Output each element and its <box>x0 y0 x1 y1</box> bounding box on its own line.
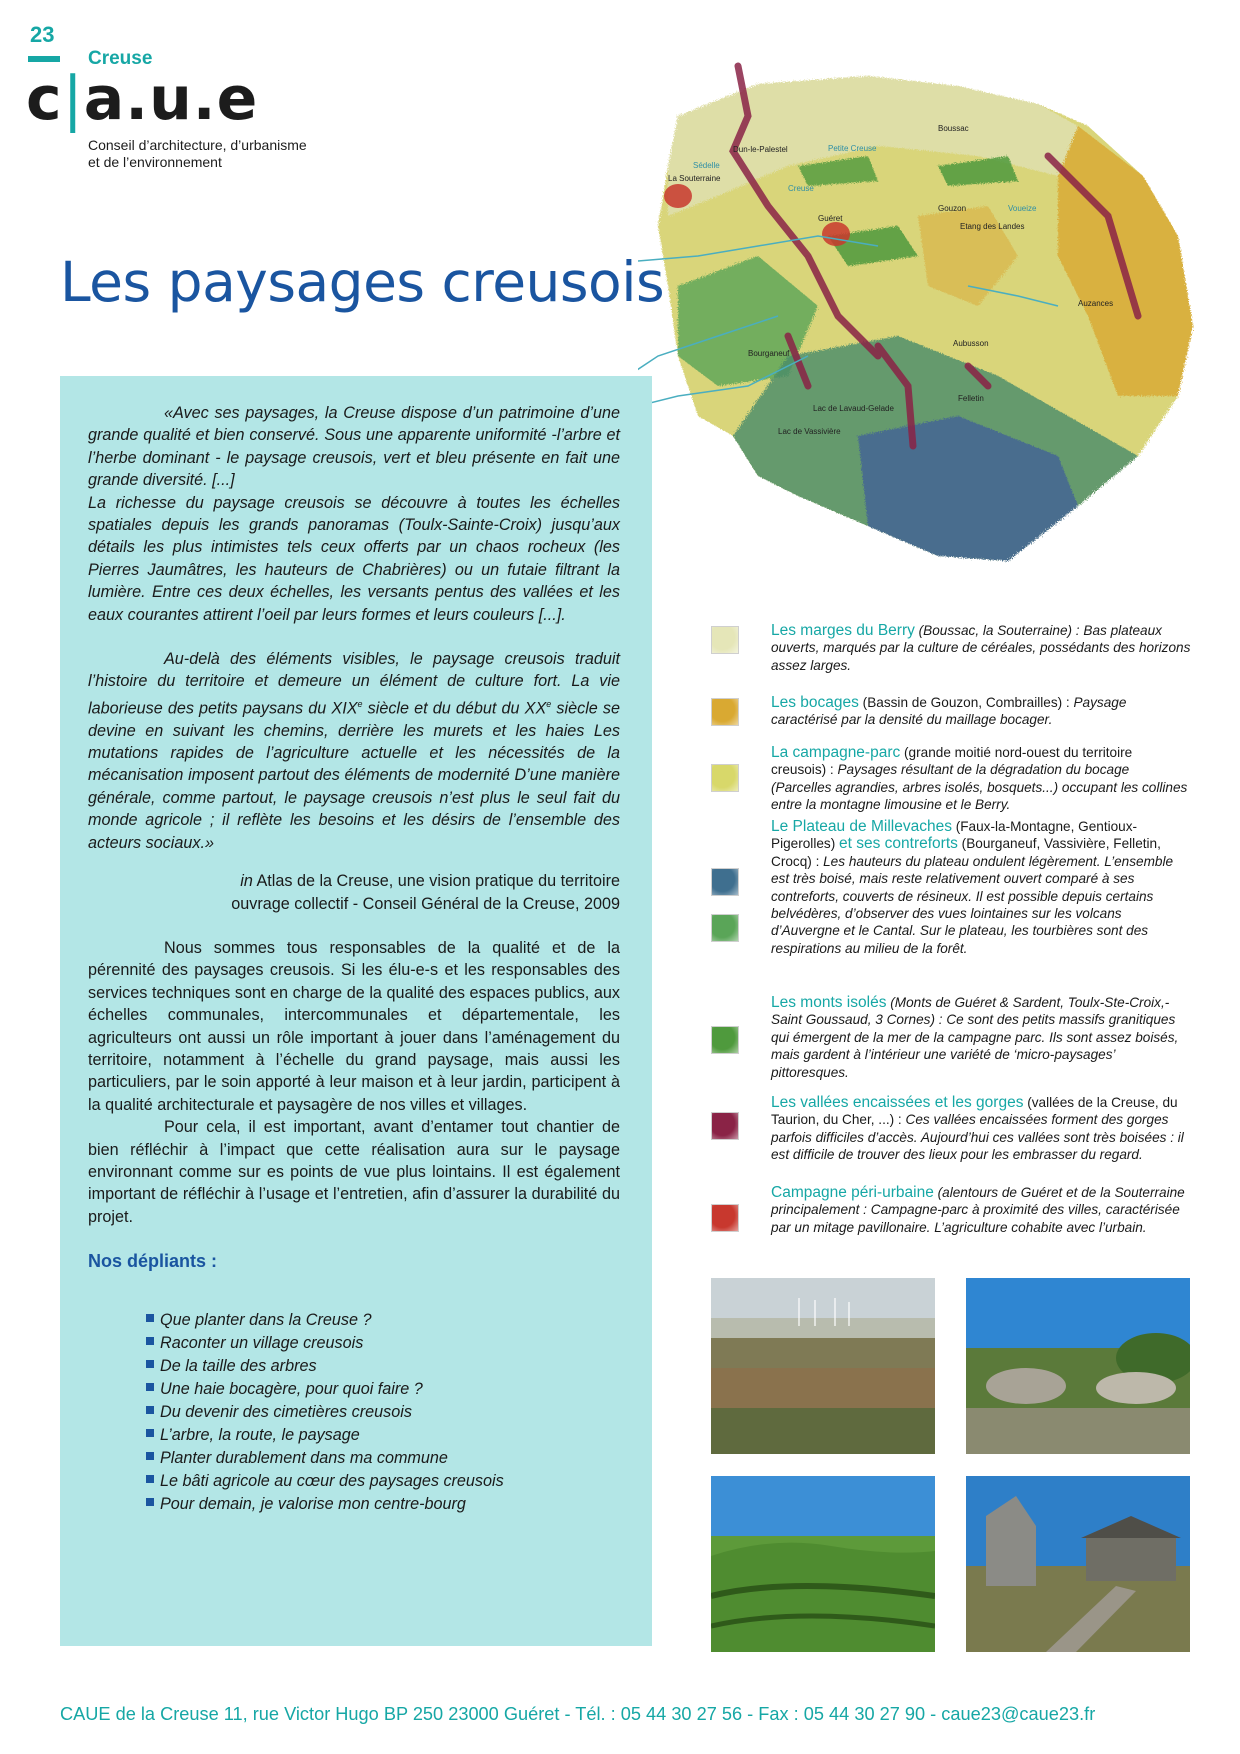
quote-paragraph <box>88 648 620 854</box>
legend-swatch-bocages <box>711 698 739 726</box>
legend-plain: (Monts de Guéret & Sardent, Toulx-Ste-Croix,-Saint Goussaud, 3 Cornes) : <box>771 995 1170 1028</box>
legend-title: Les marges du Berry <box>771 622 915 639</box>
legend-desc: Campagne-parc à proximité des villes, caractérisée par un mitage pavillonaire. L’agriculture cohabite avec l’urbain. <box>771 1202 1180 1235</box>
legend-swatch-millevaches <box>711 868 739 896</box>
legend-desc: Paysages résultant de la dégradation du bocage (Parcelles agrandies, arbres isolés, bosquets...) occupant les collines entre la montagne limousine et le Berry. <box>771 762 1188 813</box>
list-item <box>146 1447 620 1470</box>
list-item <box>146 1470 620 1493</box>
department-number: 23 <box>30 22 55 47</box>
map-label: Aubusson <box>953 339 989 348</box>
logo-separator: | <box>62 64 84 134</box>
legend-plain: (vallées de la Creuse, du Taurion, du Cher, ...) : <box>771 1095 1178 1128</box>
body-paragraph: Nous sommes tous responsables de la qualité et de la pérennité des paysages creusois. Si les élu-e-s et les responsables des services techniques sont en charge de la qualité des espaces publics, aux échelles communales, intercommunales et départementale, les agriculteurs ont aussi un rôle important à jouer dans l’aménagement du territoire, notamment à l’échelle du grand paysage, mais aussi les particuliers, par le soin apporté à leur maison et à leur jardin, participent à la qualité architecturale et paysagère de nos villes et villages. <box>88 938 620 1114</box>
map-label: Lac de Vassivière <box>778 427 841 436</box>
map-label: Creuse <box>788 184 814 193</box>
legend-swatch-monts-isoles <box>711 1026 739 1054</box>
logo-word-right: a.u.e <box>83 64 259 134</box>
map-label: Lac de Lavaud-Gelade <box>813 404 894 413</box>
legend-plain: (Boussac, la Souterraine) : <box>914 623 1084 638</box>
landscape-map <box>638 56 1198 576</box>
logo-subtitle-line1: Conseil d’architecture, d’urbanisme <box>88 137 307 153</box>
list-item <box>146 1309 620 1332</box>
logo-region: Creuse <box>88 48 153 69</box>
legend-item-peri-urbaine <box>771 1184 1191 1236</box>
map-label: Etang des Landes <box>960 222 1025 231</box>
list-item-label: Planter durablement dans ma commune <box>160 1448 448 1467</box>
bullet-icon <box>146 1406 154 1414</box>
depliants-list <box>146 1309 620 1516</box>
map-label: Gouzon <box>938 204 967 213</box>
bullet-icon <box>146 1383 154 1391</box>
bullet-icon <box>146 1314 154 1322</box>
footer-contact: CAUE de la Creuse 11, rue Victor Hugo BP 250 23000 Guéret - Tél. : 05 44 30 27 56 - Fax : 05 44 30 27 90 - caue23@caue23.fr <box>60 1704 1096 1724</box>
legend-plain: (alentours de Guéret et de la Souterraine principalement : <box>771 1185 1185 1218</box>
legend-title: La campagne-parc <box>771 744 901 761</box>
legend-plain: (Faux-la-Montagne, Gentioux-Pigerolles) <box>771 819 1138 852</box>
map-label: Auzances <box>1078 299 1114 308</box>
bullet-icon <box>146 1498 154 1506</box>
map-label: Sédelle <box>693 161 720 170</box>
legend-title: Campagne péri-urbaine <box>771 1184 934 1201</box>
superscript: e <box>546 698 552 709</box>
legend-desc: Ce sont des petits massifs granitiques qui émergent de la mer de la campagne parc. Ils sont assez boisés, mais gardent à l’intérieur une variété de ‘micro-paysages’ pittoresques. <box>771 1012 1179 1080</box>
legend-title: Les vallées encaissées et les gorges <box>771 1094 1024 1111</box>
list-item <box>146 1355 620 1378</box>
logo-subtitle <box>88 137 307 171</box>
map-label: Dun-le-Palestel <box>733 145 788 154</box>
bullet-icon <box>146 1452 154 1460</box>
bullet-icon <box>146 1429 154 1437</box>
photo-rocks <box>966 1278 1190 1454</box>
list-item-label: L’arbre, la route, le paysage <box>160 1425 360 1444</box>
list-item <box>146 1378 620 1401</box>
photo-panorama <box>711 1278 935 1454</box>
citation-line1: Atlas de la Creuse, une vision pratique du territoire <box>252 872 620 891</box>
quote-text: siècle et du début du XX <box>362 699 547 718</box>
bullet-icon <box>146 1360 154 1368</box>
legend-title: et ses contreforts <box>839 835 958 853</box>
map-label: Guéret <box>818 214 843 223</box>
page-title: Les paysages creusois <box>60 250 665 314</box>
list-item <box>146 1332 620 1355</box>
list-item <box>146 1424 620 1447</box>
legend-item-monts-isoles <box>771 994 1191 1081</box>
quote-paragraph: La richesse du paysage creusois se découvre à toutes les échelles spatiales depuis les grands panoramas (Toulx-Sainte-Croix) jusqu’aux détails les plus intimistes tels ceux offerts par un chaos rocheux (les Pierres Jaumâtres, les hauteurs de Chabrières) ou un futaie filtrant la lumière. Entre ces deux échelles, les versants pentus des vallées et les eaux courantes attirent l’oeil par leurs formes et leurs couleurs [...]. <box>88 493 620 624</box>
logo-word-left: c <box>26 64 63 134</box>
list-item-label: Raconter un village creusois <box>160 1333 364 1352</box>
citation <box>88 870 620 915</box>
legend-desc: Bas plateaux ouverts, marqués par la culture de céréales, possédants des horizons assez larges. <box>771 623 1191 673</box>
logo-subtitle-line2: et de l’environnement <box>88 154 222 170</box>
quote-text: siècle se devine en suivant les chemins, derrière les murets et les haies Les mutations rapides de l’agriculture actuelle et les nécessités de la mécanisation imposent partout des éléments de modernité D’une manière générale, comme partout, le paysage creusois n’est plus le seul fait du monde agricole ; il reflète les besoins et les désirs de l’ensemble des acteurs sociaux.» <box>88 699 621 852</box>
citation-line2: ouvrage collectif - Conseil Général de la Creuse, 2009 <box>231 894 620 913</box>
legend-plain: (Bourganeuf, Vassivière, Felletin, Crocq) : <box>771 836 1161 869</box>
legend-plain: (Bassin de Gouzon, Combrailles) : <box>858 695 1074 710</box>
map-label: La Souterraine <box>668 174 721 183</box>
legend-title: Le Plateau de Millevaches <box>771 818 952 835</box>
map-label: Felletin <box>958 394 984 403</box>
photo-hedges <box>711 1476 935 1652</box>
legend-item-berry <box>771 622 1191 674</box>
legend-desc: Paysage caractérisé par la densité du maillage bocager. <box>771 695 1127 728</box>
logo-caue <box>26 66 258 132</box>
list-item-label: De la taille des arbres <box>160 1356 317 1375</box>
list-item <box>146 1493 620 1516</box>
quote-paragraph: «Avec ses paysages, la Creuse dispose d’un patrimoine d’une grande qualité et bien conservé. Sous une apparente uniformité -l’arbre et l’herbe dominant - le paysage creusois, vert et bleu présente en fait une grande diversité. [...] <box>88 404 620 490</box>
citation-in: in <box>240 872 253 891</box>
map-label: Bourganeuf <box>748 349 790 358</box>
legend-desc: Ces vallées encaissées forment des gorges parfois difficiles d’accès. Aujourd’hui ces vallées sont très boisées : il est difficile de trouver des lieux pour les embrasser du regard. <box>771 1112 1184 1163</box>
list-item-label: Pour demain, je valorise mon centre-bourg <box>160 1494 466 1513</box>
map-label: Petite Creuse <box>828 144 877 153</box>
legend-item-vallees <box>771 1094 1191 1164</box>
legend-swatch-peri-urbaine <box>711 1204 739 1232</box>
list-item-label: Le bâti agricole au cœur des paysages creusois <box>160 1471 504 1490</box>
legend-item-millevaches <box>771 818 1191 957</box>
legend-title: Les bocages <box>771 694 859 711</box>
legend-plain: (grande moitié nord-ouest du territoire creusois) : <box>771 745 1133 778</box>
list-item-label: Une haie bocagère, pour quoi faire ? <box>160 1379 423 1398</box>
body-paragraph: Pour cela, il est important, avant d’entamer tout chantier de bien réfléchir à l’impact que cette réalisation aura sur le paysage environnant comme sur es points de vue plus lointains. Il est également important de réfléchir à l’usage et l’entretien, afin d’assurer la durabilité du projet. <box>88 1118 620 1226</box>
legend-swatch-campagne-parc <box>711 764 739 792</box>
map-label: Boussac <box>938 124 969 133</box>
bullet-icon <box>146 1475 154 1483</box>
legend-swatch-berry <box>711 626 739 654</box>
list-item-label: Du devenir des cimetières creusois <box>160 1402 412 1421</box>
depliants-title: Nos dépliants : <box>88 1251 218 1272</box>
map-label: Voueize <box>1008 204 1037 213</box>
list-item-label: Que planter dans la Creuse ? <box>160 1310 372 1329</box>
legend-title: Les monts isolés <box>771 994 887 1011</box>
superscript: e <box>357 698 363 709</box>
photo-farm <box>966 1476 1190 1652</box>
bullet-icon <box>146 1337 154 1345</box>
list-item <box>146 1401 620 1424</box>
legend-item-campagne-parc <box>771 744 1191 814</box>
legend-desc: Les hauteurs du plateau ondulent légèrement. L’ensemble est très boisé, mais reste relativement ouvert comparé à ses contreforts, couverts de résineux. Il est possible depuis certains belvédères, d’observer des vues lointaines sur les volcans d’Auvergne et le Cantal. Sur le plateau, les tourbières sont des respirations au milieu de la forêt. <box>771 853 1174 956</box>
legend-swatch-contreforts <box>711 914 739 942</box>
text-panel <box>60 376 652 1646</box>
legend-swatch-vallees <box>711 1112 739 1140</box>
department-bar <box>28 56 60 62</box>
legend-item-bocages <box>771 694 1191 729</box>
quote-text: Au-delà des éléments visibles, le paysage creusois traduit l’histoire du territoire et demeure un élément de culture fort. La vie laborieuse des petits paysans du XIX <box>88 650 620 718</box>
